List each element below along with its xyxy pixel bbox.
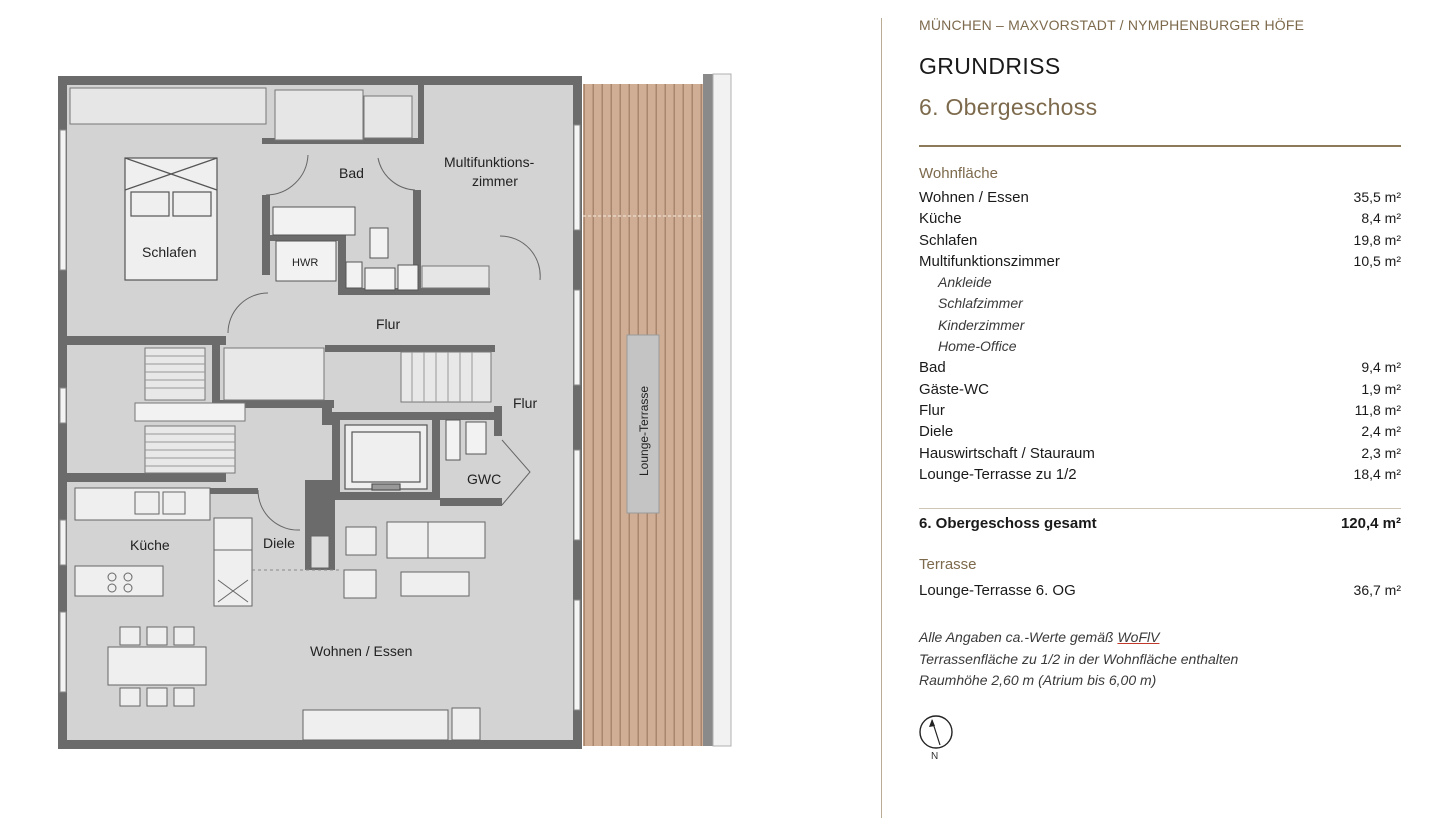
area-row [919,400,1401,421]
area-value: 2,4 m² [1361,423,1401,440]
area-row [919,357,1401,378]
project-location: MÜNCHEN – MAXVORSTADT / NYMPHENBURGER HÖFE [919,17,1305,33]
total-row [919,515,1401,537]
area-label: Lounge-Terrasse 6. OG [919,582,1076,599]
page-title: GRUNDRISS [919,53,1061,79]
area-row [919,421,1401,442]
area-label: Lounge-Terrasse zu 1/2 [919,465,1077,483]
area-label: Kinderzimmer [938,316,1025,333]
notes [919,627,1238,692]
area-value: 9,4 m² [1361,359,1401,376]
area-row [919,443,1401,464]
note-line-1: Alle Angaben ca.-Werte gemäß WoFlV [919,629,1160,645]
area-label: Flur [919,401,945,419]
label-multifunktion-2: zimmer [472,173,518,189]
wohnflaeche-heading: Wohnfläche [919,165,998,182]
area-row [919,580,1401,601]
label-wohnen: Wohnen / Essen [310,643,413,659]
area-label: Multifunktionszimmer [919,252,1060,270]
area-row [919,464,1401,485]
area-row [919,293,1401,314]
area-label: Bad [919,359,946,377]
title-rule [919,145,1401,147]
area-value: 1,9 m² [1361,380,1401,397]
dining-table [108,627,206,706]
area-row [919,208,1401,229]
bed [125,158,217,280]
terrasse-heading: Terrasse [919,556,977,573]
note-line-2: Terrassenfläche zu 1/2 in der Wohnfläche enthalten [919,650,1239,667]
area-row [919,230,1401,251]
area-value: 35,5 m² [1353,189,1401,205]
panel-divider [881,18,882,818]
area-value: 11,8 m² [1354,401,1401,418]
area-value: 36,7 m² [1353,582,1401,598]
label-flur-top: Flur [376,316,401,332]
label-kueche: Küche [130,537,170,553]
wohnflaeche-table [919,187,1401,485]
wofiv-link: WoFlV [1117,629,1160,645]
area-value: 18,4 m² [1353,465,1401,482]
total-rule [919,508,1401,509]
total-label: 6. Obergeschoss gesamt [919,515,1097,532]
area-label: Hauswirtschaft / Stauraum [919,444,1095,462]
north-arrow-icon [919,714,955,750]
elevator [345,425,427,490]
label-schlafen: Schlafen [142,244,197,260]
label-terrasse: Lounge-Terrasse [637,385,651,476]
label-hwr: HWR [292,257,319,269]
area-row [919,379,1401,400]
area-label: Gäste-WC [919,380,990,398]
area-label: Ankleide [938,274,992,291]
label-bad: Bad [339,165,364,181]
area-label: Wohnen / Essen [919,189,1029,206]
terrace [583,74,731,746]
area-label: Küche [919,210,962,228]
label-flur-right: Flur [513,395,538,411]
area-label: Home-Office [938,338,1017,355]
total-value: 120,4 m² [1340,515,1401,532]
compass [919,714,955,766]
area-label: Schlafzimmer [938,295,1023,312]
area-label: Schlafen [919,231,978,249]
area-row [919,187,1401,208]
area-value: 8,4 m² [1361,210,1401,227]
label-diele: Diele [263,535,295,551]
area-value: 19,8 m² [1353,231,1401,248]
area-value: 2,3 m² [1361,444,1401,461]
area-row [919,315,1401,336]
area-row [919,272,1401,293]
area-row [919,336,1401,357]
info-panel [919,0,1401,832]
label-multifunktion-1: Multifunktions- [444,154,535,170]
area-value: 10,5 m² [1353,252,1401,269]
note-line-3: Raumhöhe 2,60 m (Atrium bis 6,00 m) [919,672,1157,688]
floor-title: 6. Obergeschoss [919,94,1098,120]
label-gwc: GWC [467,471,502,487]
terrasse-table [919,580,1401,601]
area-label: Diele [919,423,954,441]
area-row [919,251,1401,272]
north-label: N [931,751,939,762]
